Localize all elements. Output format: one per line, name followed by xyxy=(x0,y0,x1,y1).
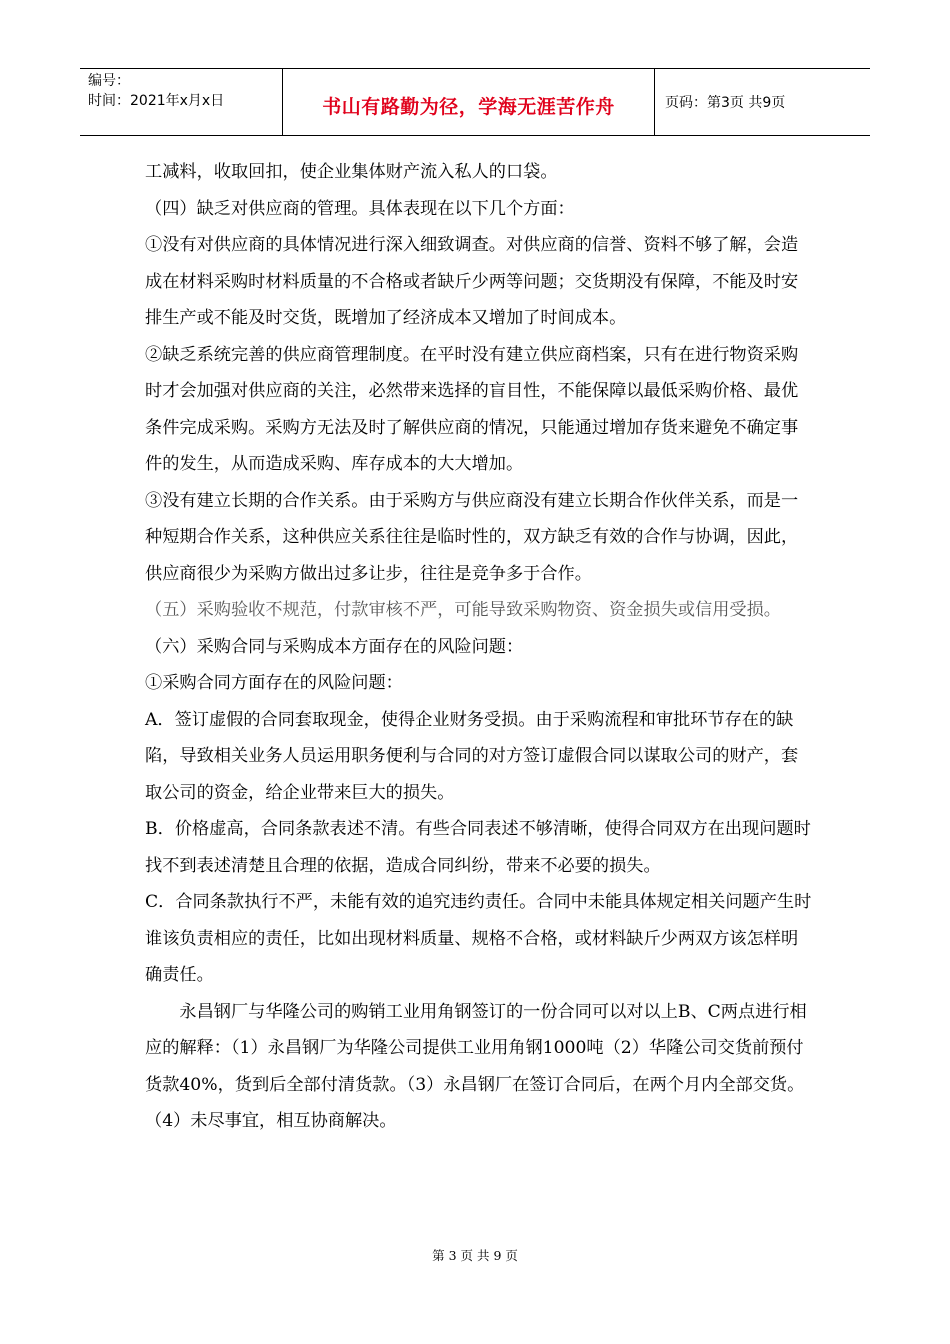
sub-heading: ①采购合同方面存在的风险问题： xyxy=(145,673,403,693)
page-footer xyxy=(0,1246,950,1264)
section-heading-four: （四）缺乏对供应商的管理。具体表现在以下几个方面： xyxy=(145,198,575,219)
section-heading-five: （五）采购验收不规范，付款审核不严，可能导致采购物资、资金损失或信用受损。 xyxy=(145,600,781,620)
body-paragraph: 永昌钢厂与华隆公司的购销工业用角钢签订的一份合同可以对以上B、C两点进行相应的解释：（1）永昌钢厂为华隆公司提供工业用角钢1000吨（2）华隆公司交货前预付货款40%，货到后全部付清货款。（3）永昌钢厂在签订合同后，在两个月内全部交货。（4）未尽事宜，相互协商解决。 xyxy=(145,1001,807,1131)
number-label: 编号： xyxy=(88,73,130,89)
footer-page-number: 第 3 页 共 9 页 xyxy=(432,1248,518,1263)
header-meta-cell xyxy=(80,69,283,135)
section-heading-six: （六）采购合同与采购成本方面存在的风险问题： xyxy=(145,636,524,657)
header-page-cell xyxy=(655,69,870,135)
motto-text: 书山有路勤为径，学海无涯苦作舟 xyxy=(322,95,615,118)
document-header xyxy=(80,68,870,136)
body-paragraph: B．价格虚高，合同条款表述不清。有些合同表述不够清晰，使得合同双方在出现问题时找不到表述清楚且合理的依据，造成合同纠纷，带来不必要的损失。 xyxy=(145,819,811,876)
time-label: 时间：2021年x月x日 xyxy=(88,93,225,109)
page-info: 页码：第3页 共9页 xyxy=(665,95,786,111)
body-paragraph: ②缺乏系统完善的供应商管理制度。在平时没有建立供应商档案，只有在进行物资采购时才会加强对供应商的关注，必然带来选择的盲目性，不能保障以最低采购价格、最优条件完成采购。采购方无法及时了解供应商的情况，只能通过增加存货来避免不确定事件的发生，从而造成采购、库存成本的大大增加。 xyxy=(145,344,799,474)
body-paragraph: ③没有建立长期的合作关系。由于采购方与供应商没有建立长期合作伙伴关系，而是一种短期合作关系，这种供应关系往往是临时性的，双方缺乏有效的合作与协调，因此，供应商很少为采购方做出过多让步，往往是竞争多于合作。 xyxy=(145,490,799,584)
body-paragraph: ①没有对供应商的具体情况进行深入细致调查。对供应商的信誉、资料不够了解，会造成在材料采购时材料质量的不合格或者缺斤少两等问题；交货期没有保障，不能及时安排生产或不能及时交货，既增加了经济成本又增加了时间成本。 xyxy=(145,235,799,328)
body-paragraph: A．签订虚假的合同套取现金，使得企业财务受损。由于采购流程和审批环节存在的缺陷，导致相关业务人员运用职务便利与合同的对方签订虚假合同以谋取公司的财产，套取公司的资金，给企业带来巨大的损失。 xyxy=(145,709,799,803)
document-body xyxy=(145,154,815,1140)
header-motto-cell xyxy=(283,69,655,135)
body-paragraph: 工减料，收取回扣，使企业集体财产流入私人的口袋。 xyxy=(145,162,558,182)
body-paragraph: C．合同条款执行不严，未能有效的追究违约责任。合同中未能具体规定相关问题产生时谁该负责相应的责任，比如出现材料质量、规格不合格，或材料缺斤少两双方该怎样明确责任。 xyxy=(145,892,812,985)
